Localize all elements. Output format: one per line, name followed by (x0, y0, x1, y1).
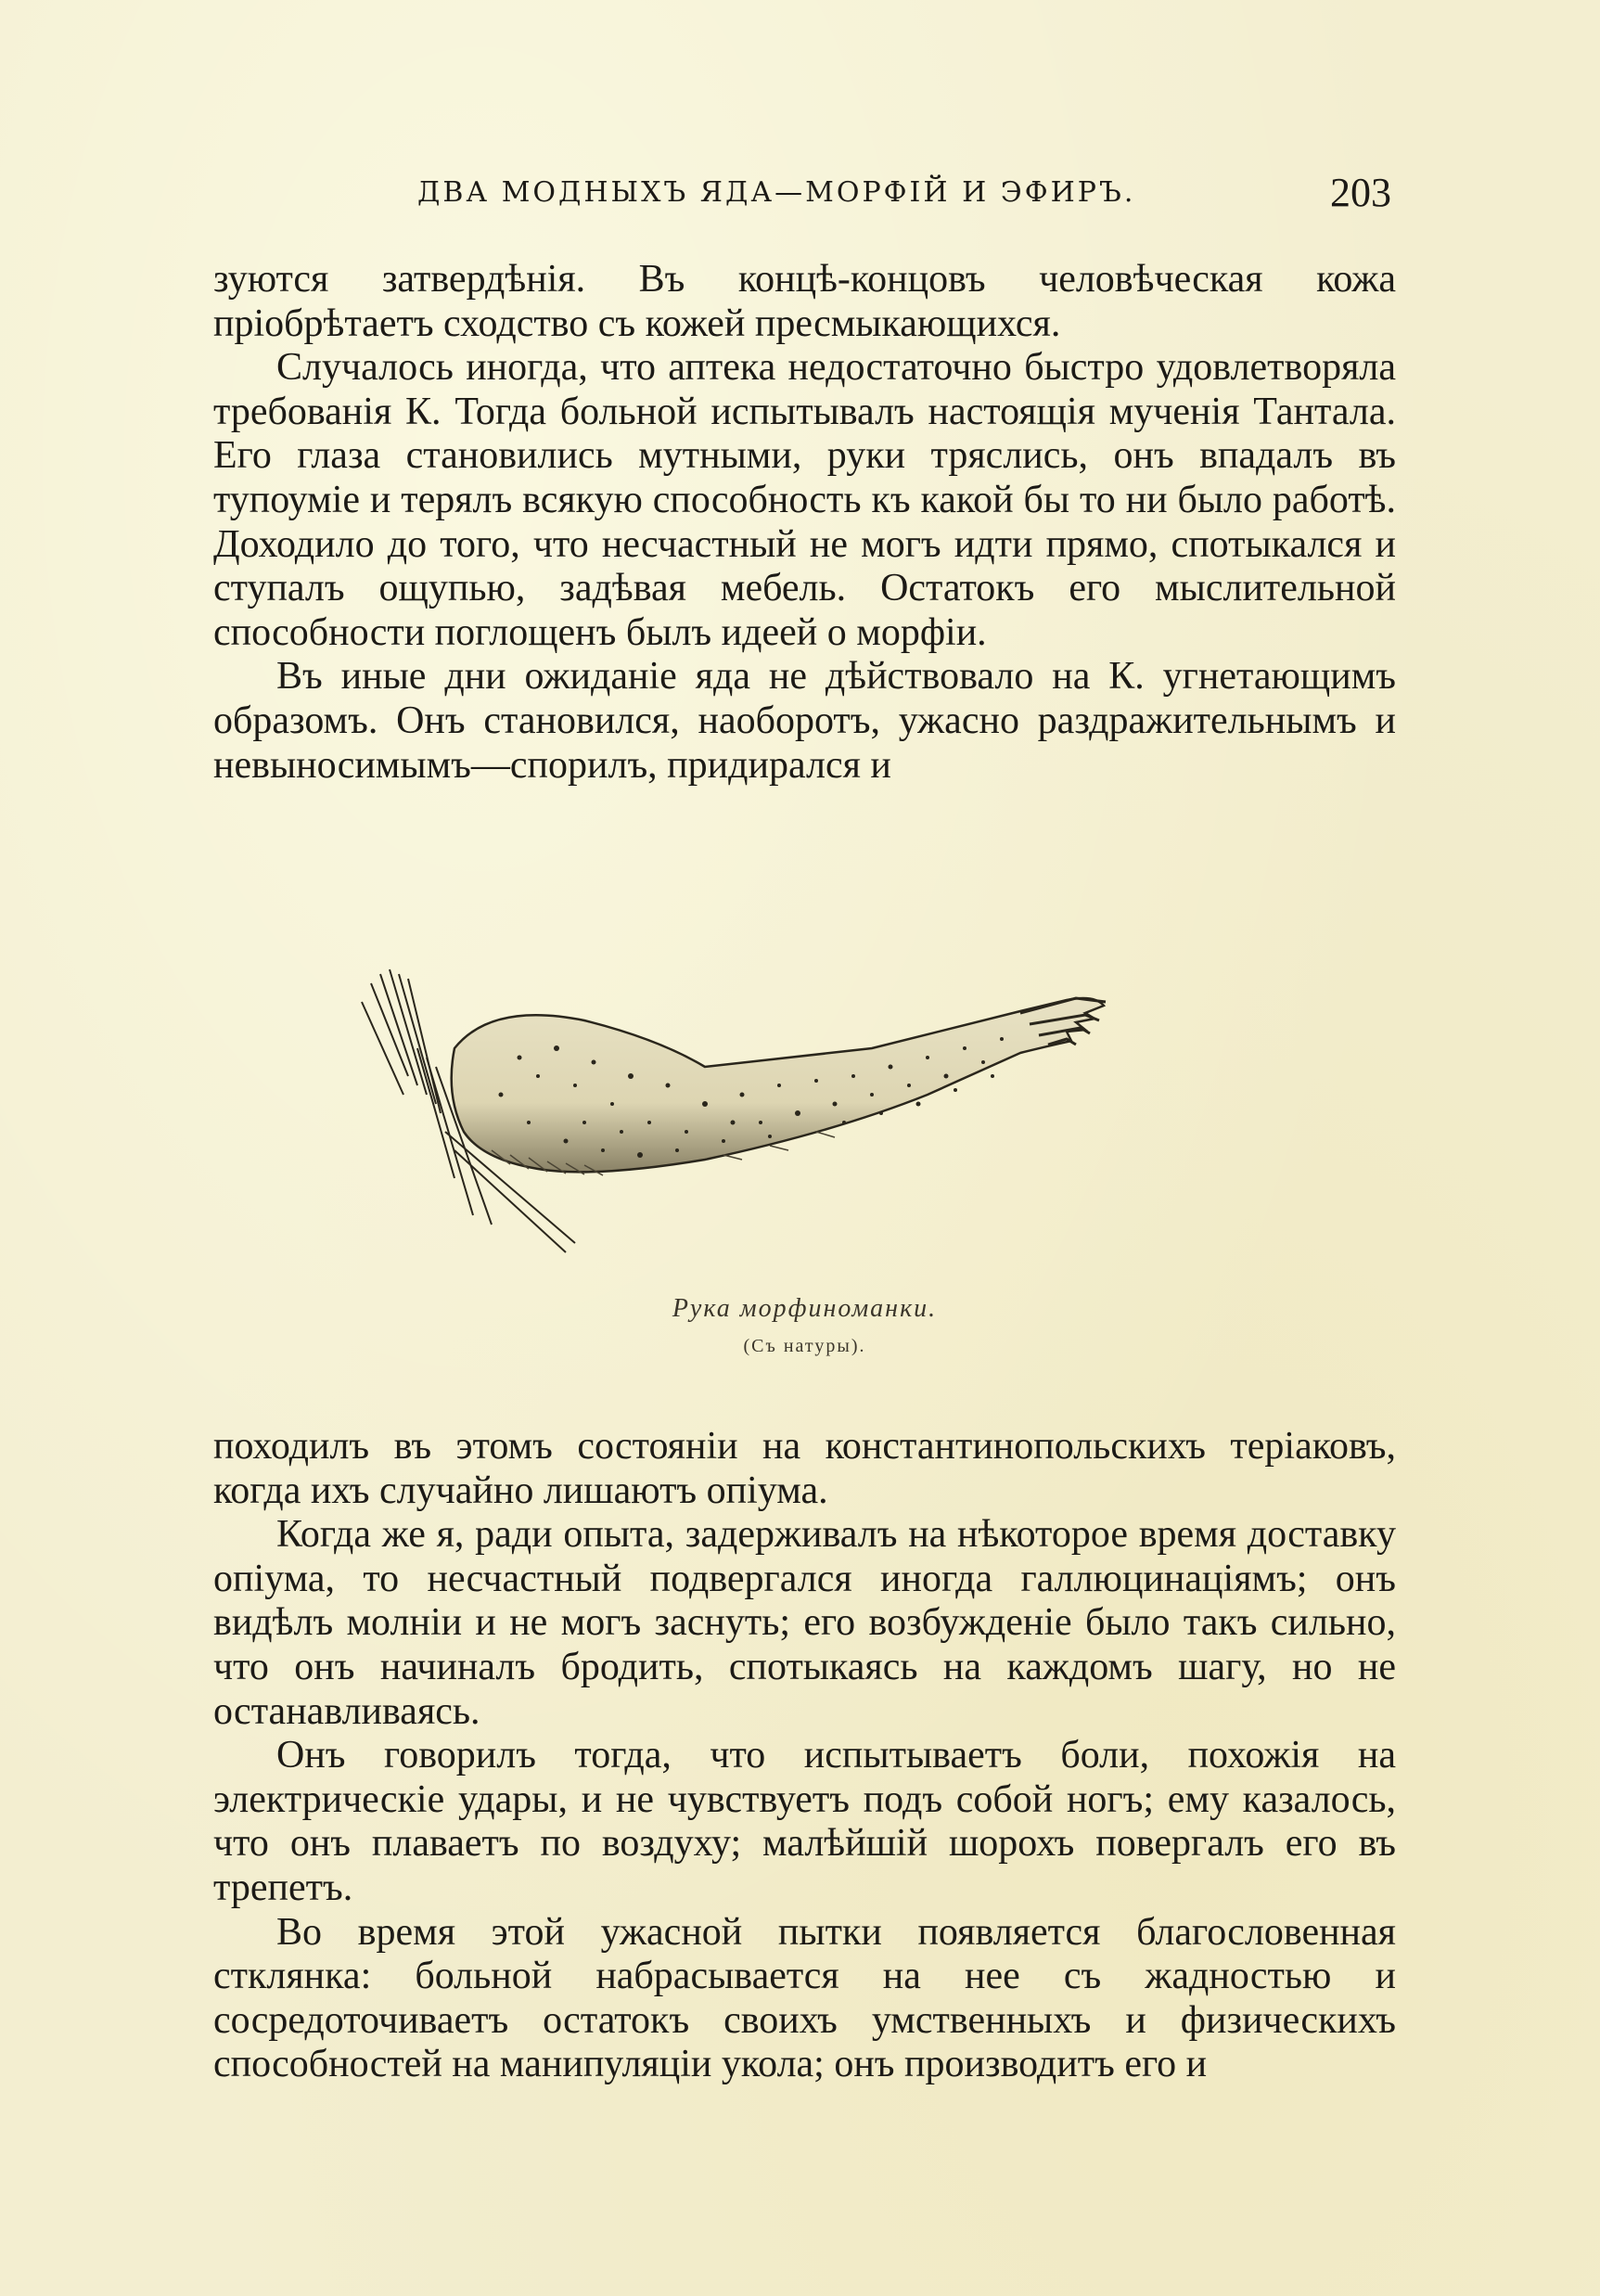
figure-caption-title: Рука морфиноманки. (672, 1294, 938, 1323)
arm-illustration (352, 946, 1243, 1289)
paragraph: Когда же я, ради опыта, задерживалъ на нѣкоторое время доставку опіума, то несчастный подвергался иногда галлюцинаціямъ; онъ видѣлъ молніи и не могъ заснуть; его возбужденіе было такъ сильно, что онъ начиналъ бродить, спотыкаясь на каждомъ шагу, но не останавливаясь. (213, 1513, 1396, 1733)
text-block-after-figure (213, 1425, 1396, 2087)
paragraph: походилъ въ этомъ состояніи на константинопольскихъ теріаковъ, когда ихъ случайно лишаютъ опіума. (213, 1425, 1396, 1512)
paragraph: Въ иные дни ожиданіе яда не дѣйствовало на К. угнетающимъ образомъ. Онъ становился, наоборотъ, ужасно раздражительнымъ и невыносимымъ—спорилъ, придирался и (213, 655, 1396, 787)
page-number: 203 (1330, 170, 1391, 215)
running-title: ДВА МОДНЫХЪ ЯДА—МОРФІЙ И ЭФИРЪ. (417, 176, 1136, 209)
arm-engraving (352, 946, 1243, 1289)
paragraph: зуются затвердѣнія. Въ концѣ-концовъ человѣческая кожа пріобрѣтаетъ сходство съ кожей пресмыкающихся. (213, 258, 1396, 345)
text-block-before-figure (213, 258, 1396, 788)
paragraph: Онъ говорилъ тогда, что испытываетъ боли, похожія на электрическіе удары, и не чувствуетъ подъ собой ногъ; ему казалось, что онъ плаваетъ по воздуху; малѣйшій шорохъ повергалъ его въ трепетъ. (213, 1734, 1396, 1909)
page-header (213, 170, 1401, 219)
paragraph: Во время этой ужасной пытки появляется благословенная стклянка: больной набрасывается на нее съ жадностью и сосредоточиваетъ остатокъ своихъ умственныхъ и физическихъ способностей на манипуляціи укола; онъ производитъ его и (213, 1910, 1396, 2086)
figure-caption-subtitle: (Съ натуры). (743, 1336, 866, 1356)
paragraph: Случалось иногда, что аптека недостаточно быстро удовлетворяла требованія К. Тогда больной испытывалъ настоящія мученія Тантала. Его глаза становились мутными, руки тряслись, онъ впадалъ въ тупоуміе и терялъ всякую способность къ какой бы то ни было работѣ. Доходило до того, что несчастный не могъ идти прямо, спотыкался и ступалъ ощупью, задѣвая мебель. Остатокъ его мыслительной способности поглощенъ былъ идеей о морфіи. (213, 346, 1396, 654)
